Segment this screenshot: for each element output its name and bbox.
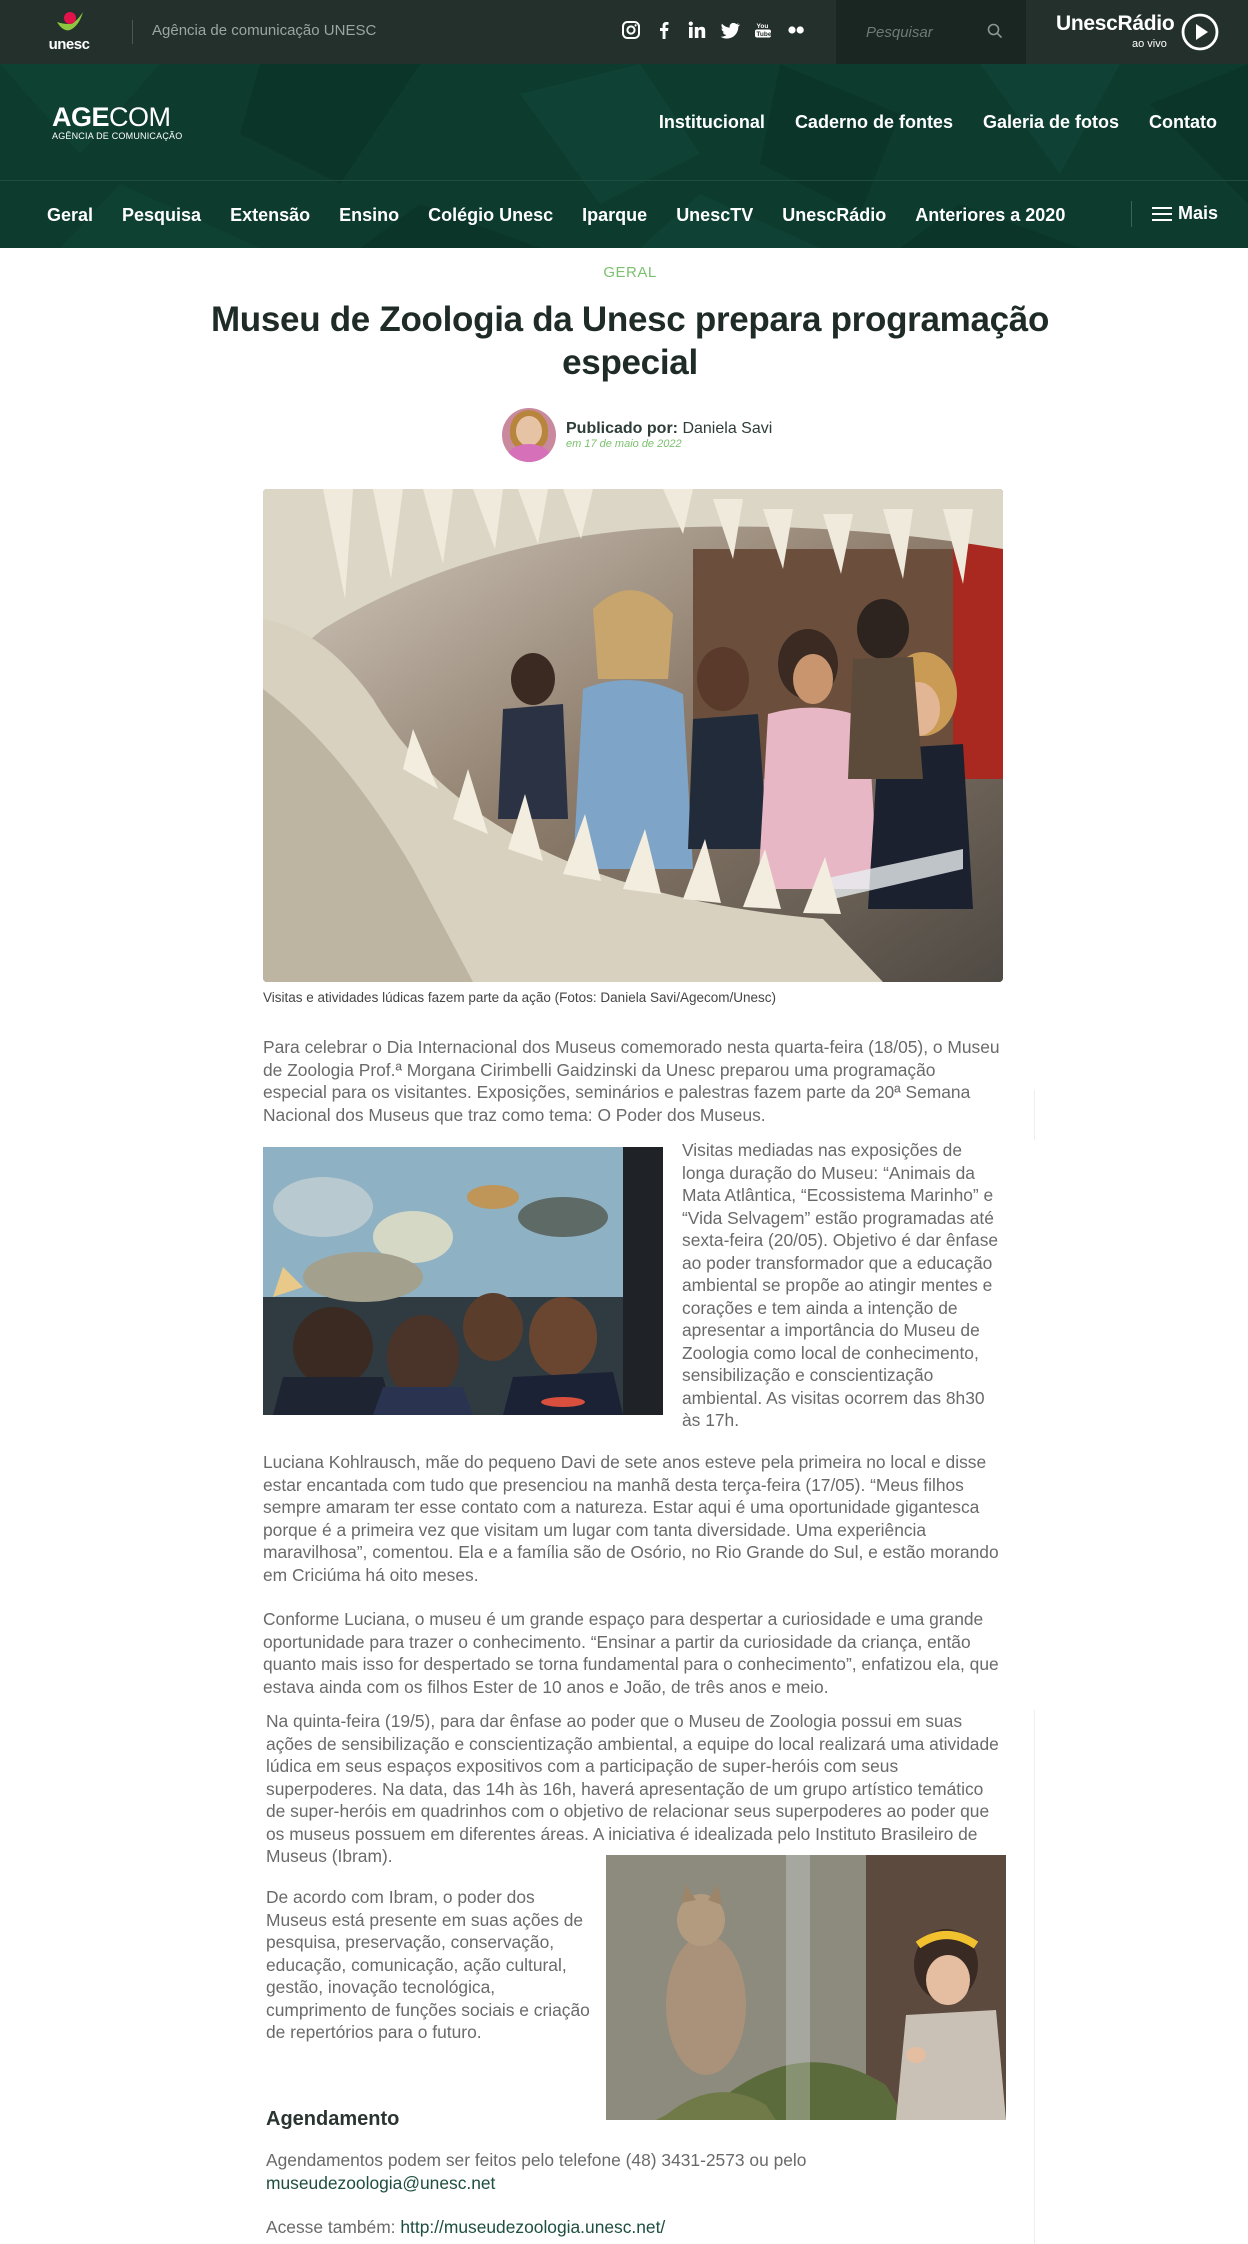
scheduling-text: Agendamentos podem ser feitos pelo telefone (48) 3431-2573 ou pelo (266, 2150, 807, 2170)
unesc-logo-mark-icon (55, 10, 85, 36)
hamburger-icon (1152, 205, 1172, 223)
article-paragraph-3: Luciana Kohlrausch, mãe do pequeno Davi de sete anos esteve pela primeira no local e disse estar encantada com tudo que presenciou na manhã desta terça-feira (17/05). “Meus filhos sempre amaram ter esse contato com a natureza. Estar aqui é uma oportunidade gigantesca porque é a primeira vez que visitam um lugar com tanta diversidade. Uma experiência maravilhosa”, comentou. Ela e a família são de Osório, no Rio Grande do Sul, e estão morando em Criciúma há oito meses. (263, 1452, 999, 1585)
article-title: Museu de Zoologia da Unesc prepara programação especial (210, 300, 1050, 382)
unesc-logo-text: unesc (48, 36, 90, 53)
article-paragraph-access (266, 2216, 1006, 2239)
section-heading-agendamento: Agendamento (266, 2108, 400, 2130)
publish-date: em 17 de maio de 2022 (566, 438, 682, 450)
play-icon[interactable] (1180, 12, 1220, 52)
article-image-display-case (606, 1855, 1006, 2120)
flickr-icon[interactable] (785, 19, 807, 41)
nav-divider (1131, 201, 1132, 227)
article-paragraph-scheduling (266, 2149, 1006, 2194)
category-nav-iparque[interactable]: Iparque (582, 205, 648, 225)
agecom-logo-tagline: AGÊNCIA DE COMUNICAÇÃO (52, 131, 183, 141)
youtube-icon[interactable] (752, 19, 774, 41)
agecom-logo[interactable] (52, 102, 182, 141)
article-paragraph-1: Para celebrar o Dia Internacional dos Museus comemorado nesta quarta-feira (18/05), o Museu de Zoologia Prof.ª Morgana Cirimbelli Gaidzinski da Unesc preparou uma programação especial para os visitantes. Exposições, seminários e palestras fazem parte da 20ª Semana Nacional dos Museus que traz como tema: O Poder dos Museus. (263, 1037, 1000, 1125)
agecom-logo-bold: AGE (52, 102, 110, 132)
main-nav-caderno-de-fontes[interactable]: Caderno de fontes (794, 112, 953, 132)
main-image-caption: Visitas e atividades lúdicas fazem parte da ação (Fotos: Daniela Savi/Agecom/Unesc) (263, 990, 777, 1005)
article-paragraph-2: Visitas mediadas nas exposições de longa duração do Museu: “Animais da Mata Atlântica, “Ecossistema Marinho” e “Vida Selvagem” estão programadas até sexta-feira (20/05). Objetivo é dar ênfase ao poder transformador que a educação ambiental se propõe ao atingir mentes e corações e tem ainda a intenção de apresentar a importância do Museu de Zoologia como local de conhecimento, sensibilização e conscientização ambiental. As visitas ocorrem das 8h30 às 17h. (682, 1140, 999, 1430)
main-nav-institucional[interactable]: Institucional (658, 112, 765, 132)
linkedin-icon[interactable] (686, 19, 708, 41)
search-icon[interactable] (986, 22, 1004, 40)
article-paragraph-6: De acordo com Ibram, o poder dos Museus está presente em suas ações de pesquisa, preservação, conservação, educação, comunicação, ação cultural, gestão, inovação tecnológica, cumprimento de funções sociais e criação de repertórios para o futuro. (266, 1887, 590, 2042)
published-by-label: Publicado por: (566, 420, 678, 437)
author-name: Daniela Savi (682, 420, 773, 437)
author-avatar (502, 408, 556, 462)
main-nav-galeria-de-fotos[interactable]: Galeria de fotos (982, 112, 1120, 132)
header-divider (0, 180, 1248, 181)
facebook-icon[interactable] (653, 19, 675, 41)
instagram-icon[interactable] (620, 19, 642, 41)
article-paragraph-4: Conforme Luciana, o museu é um grande espaço para despertar a curiosidade e uma grande oportunidade para trazer o conhecimento. “Ensinar a partir da curiosidade da criança, então quanto mais isso for despertado se torna fundamental para o conhecimento”, enfatizou ela, que estava ainda com os filhos Ester de 10 anos e João, de três anos e meio. (263, 1609, 999, 1697)
radio-status: ao vivo (1132, 38, 1167, 50)
agecom-logo-rest: COM (109, 102, 171, 132)
category-nav-colegio-unesc[interactable]: Colégio Unesc (428, 205, 554, 225)
social-links (620, 19, 807, 41)
category-nav-pesquisa[interactable]: Pesquisa (122, 205, 202, 225)
category-nav-ensino[interactable]: Ensino (339, 205, 400, 225)
main-nav-contato[interactable]: Contato (1149, 112, 1217, 132)
topbar-divider (132, 20, 133, 44)
category-nav-anteriores-2020[interactable]: Anteriores a 2020 (915, 205, 1066, 225)
main-nav (659, 112, 1217, 133)
top-bar (0, 0, 1248, 64)
sidebar-border-lower (1034, 1710, 1035, 2244)
category-nav-extensao[interactable]: Extensão (230, 205, 311, 225)
article-category[interactable]: GERAL (603, 264, 657, 281)
article-image-aquarium (263, 1147, 663, 1415)
svg-text:You: You (756, 23, 769, 30)
search-input[interactable] (866, 20, 976, 44)
category-nav-unesctv[interactable]: UnescTV (676, 205, 754, 225)
article-paragraph-5: Na quinta-feira (19/5), para dar ênfase ao poder que o Museu de Zoologia possui em suas ações de sensibilização e conscientização ambiental, a equipe do local realizará uma atividade lúdica em seus espaços expositivos com a participação de super-heróis com seus superpoderes. Na data, das 14h às 16h, haverá apresentação de um grupo artístico temático de super-heróis em quadrinhos com o objetivo de relacionar seus superpoderes ao poder que os museus possuem em diferentes áreas. A iniciativa é idealizada pelo Instituto Brasileiro de Museus (Ibram). (266, 1711, 999, 1866)
sidebar-border (1034, 1090, 1035, 1140)
radio-player[interactable] (1026, 0, 1248, 64)
category-nav (47, 205, 1065, 226)
unesc-logo[interactable] (44, 10, 94, 52)
author-line (566, 420, 772, 438)
search-box (836, 0, 1026, 64)
radio-name: UnescRádio (1056, 12, 1175, 35)
site-header (0, 64, 1248, 248)
article-main-image (263, 489, 1003, 982)
twitter-icon[interactable] (719, 19, 741, 41)
more-menu-button[interactable] (1152, 203, 1218, 224)
category-nav-geral[interactable]: Geral (47, 205, 94, 225)
access-label: Acesse também: (266, 2217, 396, 2237)
museum-email-link[interactable]: museudezoologia@unesc.net (266, 2172, 496, 2193)
agency-label[interactable]: Agência de comunicação UNESC (152, 22, 377, 39)
more-label: Mais (1178, 203, 1219, 223)
category-nav-unescradio[interactable]: UnescRádio (782, 205, 887, 225)
museum-site-link[interactable]: http://museudezoologia.unesc.net/ (400, 2217, 666, 2237)
svg-text:Tube: Tube (756, 31, 772, 38)
